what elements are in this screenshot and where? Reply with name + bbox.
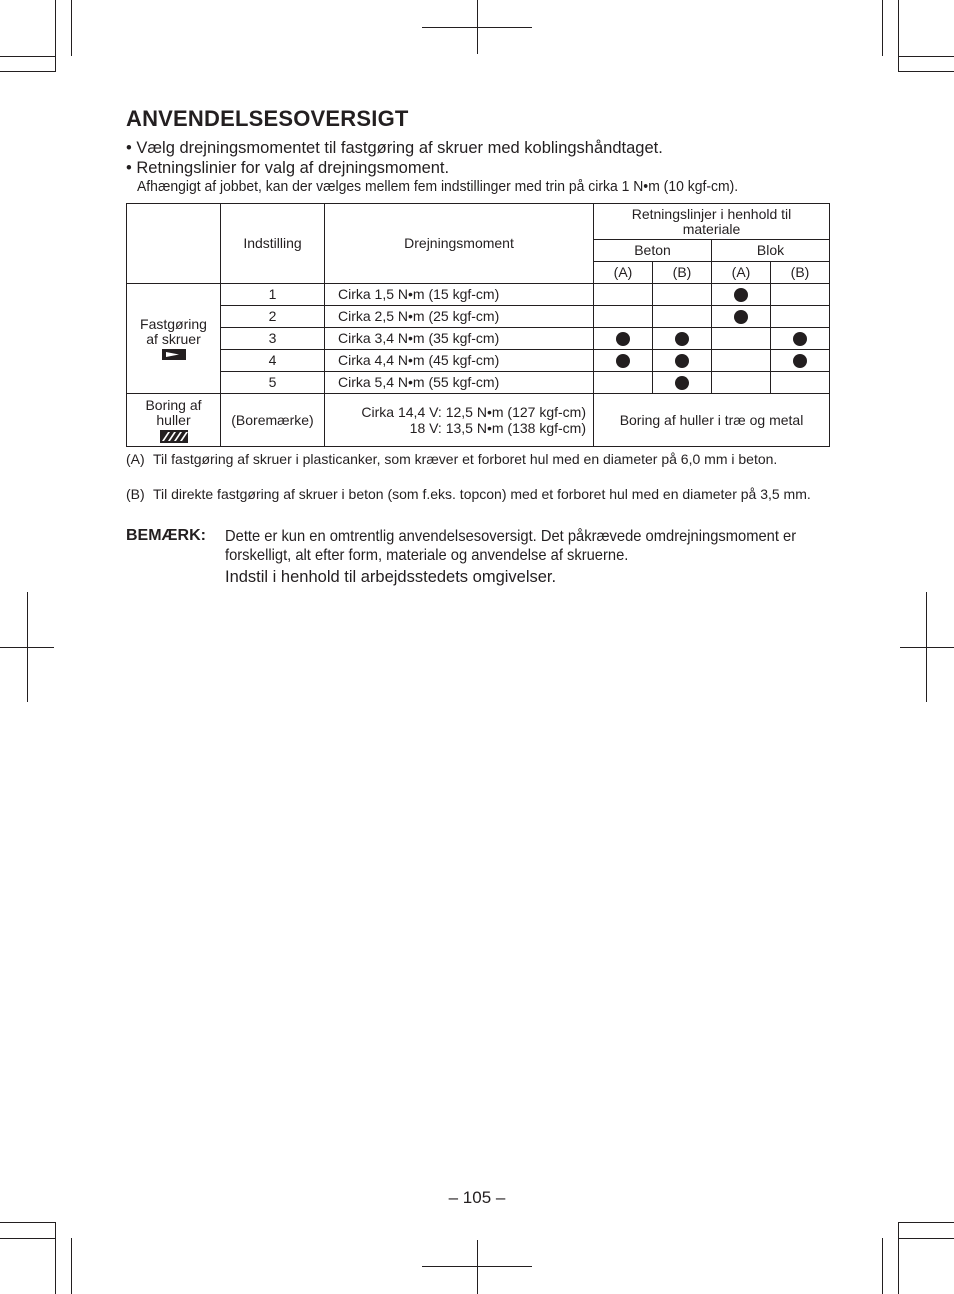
recommended-dot-icon xyxy=(793,332,807,346)
mark-cell-beton-a xyxy=(594,306,653,328)
mark-cell-beton-b xyxy=(653,350,712,372)
torque-cell: Cirka 3,4 N•m (35 kgf-cm) xyxy=(325,328,594,350)
torque-cell: Cirka 1,5 N•m (15 kgf-cm) xyxy=(325,284,594,306)
header-beton-a: (A) xyxy=(594,262,653,284)
bullet-clutch: • Vælg drejningsmomentet til fastgøring af skruer med koblingshåndtaget. xyxy=(126,139,663,157)
header-material-guide: Retningslinjer i henhold til materiale xyxy=(594,204,830,240)
note-label: BEMÆRK: xyxy=(126,527,206,544)
screw-label-cell xyxy=(127,284,221,394)
mark-cell-blok-a xyxy=(712,372,771,394)
mark-cell-blok-b xyxy=(771,306,830,328)
mark-cell-blok-b xyxy=(771,372,830,394)
mark-cell-beton-b xyxy=(653,372,712,394)
mark-cell-blok-a xyxy=(712,284,771,306)
note-a xyxy=(126,451,828,468)
mark-cell-beton-a xyxy=(594,372,653,394)
header-beton: Beton xyxy=(594,240,712,262)
torque-cell: Cirka 5,4 N•m (55 kgf-cm) xyxy=(325,372,594,394)
table-row xyxy=(127,350,830,372)
torque-cell: Cirka 2,5 N•m (25 kgf-cm) xyxy=(325,306,594,328)
recommended-dot-icon xyxy=(675,376,689,390)
bullet-guidelines: • Retningslinier for valg af drejningsmoment. xyxy=(126,159,450,177)
header-blok-b: (B) xyxy=(771,262,830,284)
note-a-key: (A) xyxy=(126,451,145,467)
setting-cell: 5 xyxy=(221,372,325,394)
drill-icon xyxy=(160,430,188,443)
setting-cell: 4 xyxy=(221,350,325,372)
setting-cell: 2 xyxy=(221,306,325,328)
setting-cell: 1 xyxy=(221,284,325,306)
recommended-dot-icon xyxy=(675,332,689,346)
mark-cell-beton-b xyxy=(653,328,712,350)
mark-cell-beton-b xyxy=(653,306,712,328)
recommended-dot-icon xyxy=(616,332,630,346)
drill-label-line1: Boring af xyxy=(145,396,202,413)
header-blok: Blok xyxy=(712,240,830,262)
mark-cell-beton-a xyxy=(594,328,653,350)
screw-label-line1: Fastgøring xyxy=(140,316,207,332)
page-title: ANVENDELSESOVERSIGT xyxy=(126,106,409,131)
settings-description: Afhængigt af jobbet, kan der vælges mellem fem indstillinger med trin på cirka 1 N•m (10 kgf-cm). xyxy=(137,178,739,195)
header-blok-a: (A) xyxy=(712,262,771,284)
mark-cell-blok-a xyxy=(712,306,771,328)
note-text: Dette er kun en omtrentlig anvendelsesoversigt. Det påkrævede omdrejningsmoment er forskelligt, alt efter form, materiale og anvendelse af skruerne. xyxy=(225,528,797,564)
note-b-text: Til direkte fastgøring af skruer i beton (som f.eks. topcon) med et forboret hul med en diameter på 3,5 mm. xyxy=(153,486,811,502)
recommended-dot-icon xyxy=(675,354,689,368)
drill-label-line2: huller xyxy=(156,411,191,428)
note-b-key: (B) xyxy=(126,486,145,502)
mark-cell-blok-b xyxy=(771,284,830,306)
drill-torque-line2: 18 V: 13,5 N•m (138 kgf-cm) xyxy=(409,420,586,436)
drill-setting: (Boremærke) xyxy=(221,394,325,447)
mark-cell-blok-b xyxy=(771,328,830,350)
screw-label-line2: af skruer xyxy=(146,331,201,347)
table-row xyxy=(127,328,830,350)
header-beton-b: (B) xyxy=(653,262,712,284)
recommended-dot-icon xyxy=(734,288,748,302)
table-row xyxy=(127,284,830,306)
mark-cell-blok-b xyxy=(771,350,830,372)
recommended-dot-icon xyxy=(793,354,807,368)
mark-cell-blok-a xyxy=(712,328,771,350)
mark-cell-blok-a xyxy=(712,350,771,372)
drill-label-cell xyxy=(127,394,221,447)
table-row xyxy=(127,306,830,328)
mark-cell-beton-a xyxy=(594,350,653,372)
application-table xyxy=(126,203,830,447)
drill-torque-cell xyxy=(325,394,594,447)
recommended-dot-icon xyxy=(616,354,630,368)
header-setting: Indstilling xyxy=(221,204,325,284)
setting-cell: 3 xyxy=(221,328,325,350)
header-torque: Drejningsmoment xyxy=(325,204,594,284)
recommended-dot-icon xyxy=(734,310,748,324)
torque-cell: Cirka 4,4 N•m (45 kgf-cm) xyxy=(325,350,594,372)
page-number: – 105 – xyxy=(448,1188,506,1207)
header-blank-cell xyxy=(127,204,221,284)
note-extra: Indstil i henhold til arbejdsstedets omgivelser. xyxy=(225,568,557,586)
drill-torque-line1: Cirka 14,4 V: 12,5 N•m (127 kgf-cm) xyxy=(361,404,586,420)
drill-guide: Boring af huller i træ og metal xyxy=(594,394,830,447)
mark-cell-beton-a xyxy=(594,284,653,306)
note-a-text: Til fastgøring af skruer i plasticanker, som kræver et forboret hul med en diameter på 6,0 mm i beton. xyxy=(153,451,778,467)
table-row xyxy=(127,372,830,394)
mark-cell-beton-b xyxy=(653,284,712,306)
screw-icon xyxy=(162,349,186,360)
note-b xyxy=(126,486,828,503)
